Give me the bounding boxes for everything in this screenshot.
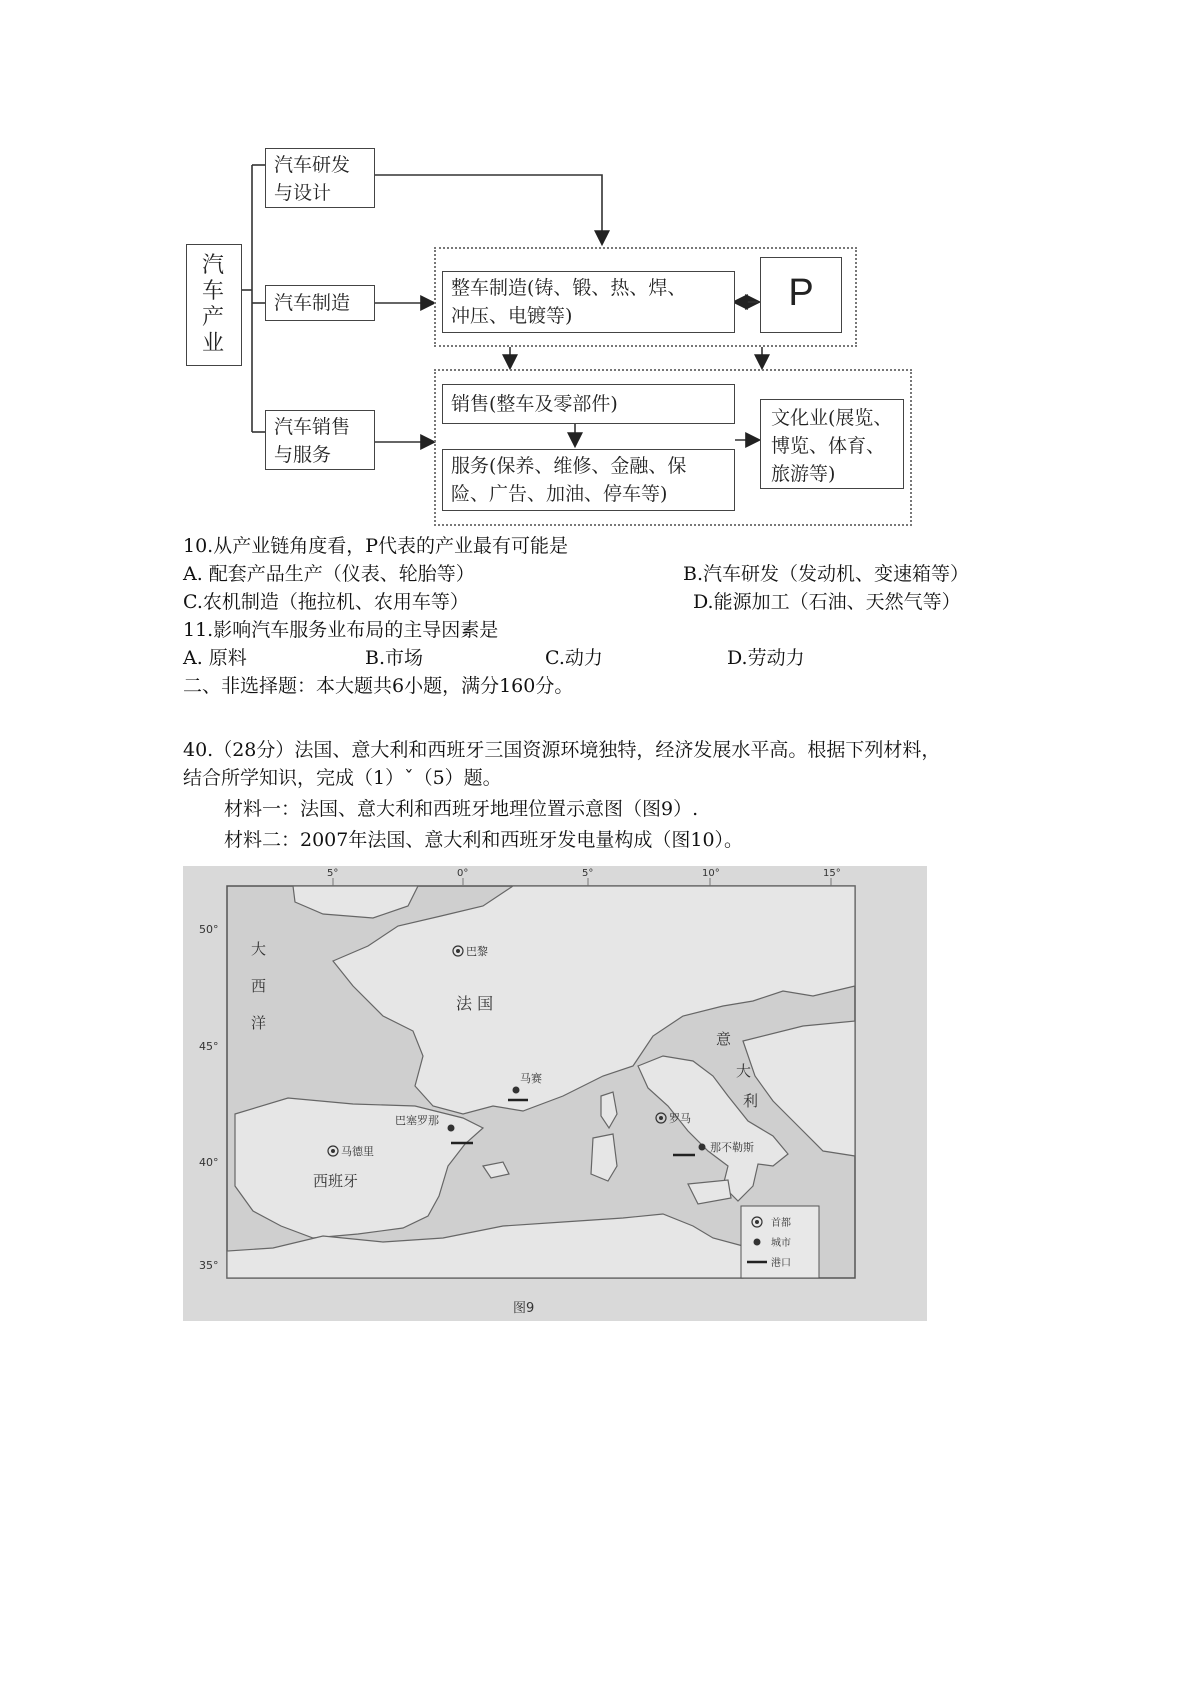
diagram-manufacturing-box xyxy=(265,285,375,321)
lat-label-50: 50° xyxy=(199,923,219,936)
q11-option-a: A. 原料 xyxy=(183,647,247,669)
diagram-vehicle-manufacturing-line2: 冲压、电镀等) xyxy=(451,305,573,327)
lon-label-5: 15° xyxy=(823,868,841,879)
lon-label-1: 5° xyxy=(327,868,339,879)
diagram-root-text xyxy=(200,253,226,357)
diagram-sales-box xyxy=(442,384,735,424)
q40-material2: 材料二：2007年法国、意大利和西班牙发电量构成（图10）。 xyxy=(224,829,744,851)
q40-line1: 40.（28分）法国、意大利和西班牙三国资源环境独特，经济发展水平高。根据下列材料， xyxy=(183,739,941,761)
italy-char-2: 大 xyxy=(736,1062,752,1080)
label-rome: 罗马 xyxy=(669,1112,691,1125)
italy-char-1: 意 xyxy=(716,1030,732,1048)
map-legend xyxy=(741,1206,819,1278)
diagram-vehicle-manufacturing-box xyxy=(442,271,735,333)
diagram-rd-box xyxy=(265,148,375,208)
lat-label-35: 35° xyxy=(199,1259,219,1272)
legend-port: 港口 xyxy=(771,1258,791,1269)
diagram-service-line1: 服务(保养、维修、金融、保 xyxy=(451,455,687,477)
q10-option-a: A. 配套产品生产（仪表、轮胎等） xyxy=(183,563,475,585)
lon-label-4: 10° xyxy=(702,868,720,879)
diagram-service-line2: 险、广告、加油、停车等) xyxy=(451,483,668,505)
label-marseille: 马赛 xyxy=(520,1072,542,1085)
legend-capital: 首都 xyxy=(771,1218,791,1229)
diagram-service-box xyxy=(442,449,735,511)
diagram-root-char: 业 xyxy=(201,331,224,356)
diagram-culture-line1: 文化业(展览、 xyxy=(771,407,893,429)
diagram-sales-service-line1: 汽车销售 xyxy=(274,416,351,438)
ocean-char-2: 西 xyxy=(251,977,267,995)
label-spain: 西班牙 xyxy=(313,1172,359,1190)
q11-option-d: D.劳动力 xyxy=(727,647,805,669)
diagram-culture-line3: 旅游等) xyxy=(771,463,836,485)
diagram-culture-line2: 博览、体育、 xyxy=(771,435,886,457)
ocean-char-3: 洋 xyxy=(251,1014,267,1032)
diagram-sales-text: 销售(整车及零部件) xyxy=(451,393,618,415)
diagram-sales-service-line2: 与服务 xyxy=(274,444,332,466)
label-madrid: 马德里 xyxy=(341,1145,374,1158)
lon-label-2: 0° xyxy=(457,868,469,879)
diagram-root-char: 车 xyxy=(201,279,224,304)
q10-option-d: D.能源加工（石油、天然气等） xyxy=(693,591,961,613)
capital-madrid xyxy=(328,1145,374,1158)
diagram-p-box xyxy=(760,257,842,333)
q10-option-b: B.汽车研发（发动机、变速箱等） xyxy=(683,563,970,585)
italy-char-3: 利 xyxy=(743,1092,759,1110)
diagram-manufacturing-text: 汽车制造 xyxy=(274,292,351,314)
diagram-culture-box xyxy=(760,399,904,489)
map-caption: 图9 xyxy=(513,1301,535,1316)
label-barcelona: 巴塞罗那 xyxy=(395,1114,439,1127)
lon-label-3: 5° xyxy=(582,868,594,879)
diagram-vehicle-manufacturing-line1: 整车制造(铸、锻、热、焊、 xyxy=(451,277,687,299)
label-paris: 巴黎 xyxy=(466,945,488,958)
section2-heading: 二、非选择题：本大题共6小题，满分160分。 xyxy=(183,675,574,697)
q11-option-c: C.动力 xyxy=(545,647,603,669)
map-svg xyxy=(183,866,927,1321)
q10-stem: 10.从产业链角度看，P代表的产业最有可能是 xyxy=(183,535,569,557)
diagram-sales-service-box xyxy=(265,410,375,470)
diagram-rd-line1: 汽车研发 xyxy=(274,154,351,176)
label-naples: 那不勒斯 xyxy=(710,1141,754,1154)
q40-material1: 材料一：法国、意大利和西班牙地理位置示意图（图9）. xyxy=(224,798,699,820)
ocean-char-1: 大 xyxy=(251,940,267,958)
diagram-root-box xyxy=(186,244,242,366)
label-france: 法 国 xyxy=(456,994,494,1013)
legend-city: 城市 xyxy=(771,1238,791,1249)
lat-label-40: 40° xyxy=(199,1156,219,1169)
q10-option-c: C.农机制造（拖拉机、农用车等） xyxy=(183,591,469,613)
q40-line2: 结合所学知识，完成（1）ˇ（5）题。 xyxy=(183,767,502,789)
q11-option-b: B.市场 xyxy=(365,647,424,669)
diagram-p-label: P xyxy=(788,272,814,314)
map-figure xyxy=(183,866,927,1321)
lat-label-45: 45° xyxy=(199,1040,219,1053)
diagram-root-char: 汽 xyxy=(201,253,224,278)
diagram-rd-line2: 与设计 xyxy=(274,182,332,204)
q11-stem: 11.影响汽车服务业布局的主导因素是 xyxy=(183,619,499,641)
diagram-root-char: 产 xyxy=(201,305,224,330)
